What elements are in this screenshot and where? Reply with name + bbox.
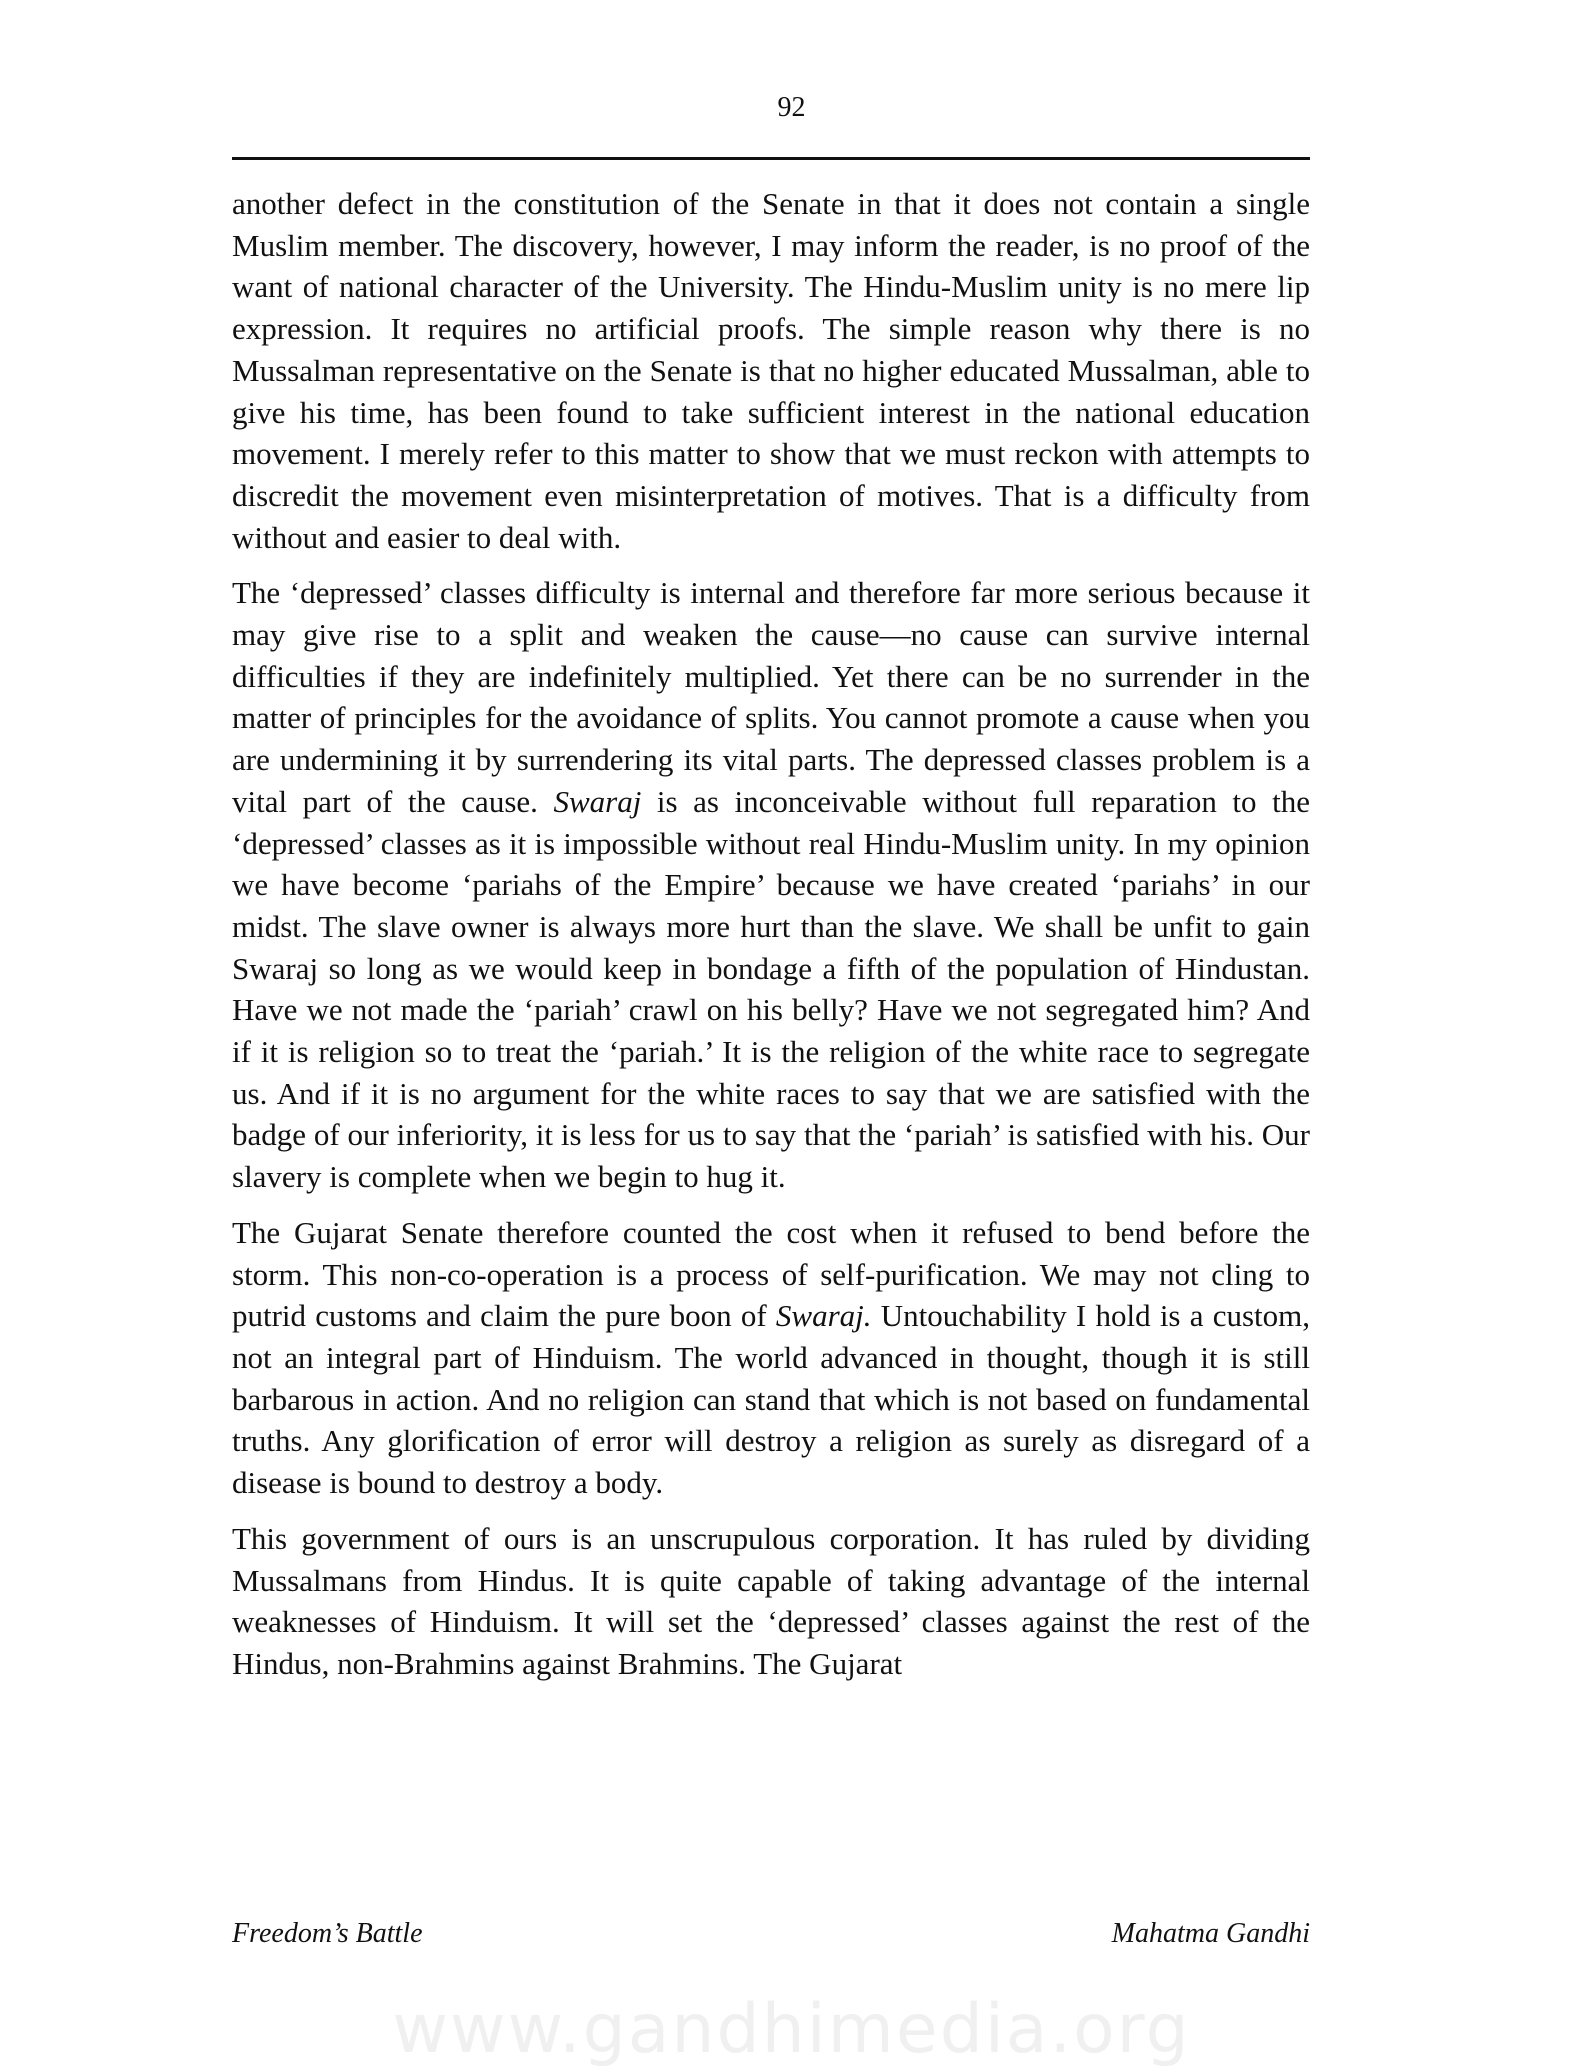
paragraph-3 [232,1212,1310,1504]
page-number: 92 [777,92,806,123]
footer-author: Mahatma Gandhi [1111,1918,1310,1949]
watermark-url: www.gandhimedia.org [392,1990,1191,2069]
paragraph-3-text-a: The Gujarat Senate therefore counted the cost when it refused to bend before the storm. This non-co-operation is a process of self-purification. We may not cling to putrid customs and claim the pure boon of [232,1214,1310,1334]
paragraph-3-italic-swaraj: Swaraj. [775,1298,872,1334]
paragraph-3-text-b: Untouchability I hold is a custom, not an integral part of Hinduism. The world advanced in thought, though it is still barbarous in action. And no religion can stand that which is not based on fundamental truths. Any glorification of error will destroy a religion as surely as disregard of a disease is bound to destroy a body. [232,1298,1311,1501]
paragraph-1-text: another defect in the constitution of the Senate in that it does not contain a single Muslim member. The discovery, however, I may inform the reader, is no proof of the want of national character of the University. The Hindu-Muslim unity is no mere lip expression. It requires no artificial proofs. The simple reason why there is no Mussalman representative on the Senate is that no higher educated Mussalman, able to give his time, has been found to take sufficient interest in the national education movement. I merely refer to this matter to show that we must reckon with attempts to discredit the movement even misinterpretation of motives. That is a difficulty from without and easier to deal with. [232,186,1310,555]
paragraph-1 [232,183,1310,558]
paragraph-2 [232,572,1310,1198]
paragraph-2-text-a: The ‘depressed’ classes difficulty is internal and therefore far more serious because it may give rise to a split and weaken the cause—no cause can survive internal difficulties if they are indefinitely multiplied. Yet there can be no surrender in the matter of principles for the avoidance of splits. You cannot promote a cause when you are undermining it by surrendering its vital parts. The depressed classes problem is a vital part of the cause. [232,575,1310,819]
paragraph-2-text-b: is as inconceivable without full reparation to the ‘depressed’ classes as it is impossible without real Hindu-Muslim unity. In my opinion we have become ‘pariahs of the Empire’ because we have created ‘pariahs’ in our midst. The slave owner is always more hurt than the slave. We shall be unfit to gain Swaraj so long as we would keep in bondage a fifth of the population of Hindustan. Have we not made the ‘pariah’ crawl on his belly? Have we not segregated him? And if it is religion so to treat the ‘pariah.’ It is the religion of the white race to segregate us. And if it is no argument for the white races to say that we are satisfied with the badge of our inferiority, it is less for us to say that the ‘pariah’ is satisfied with his. Our slavery is complete when we begin to hug it. [232,783,1310,1195]
body-text [232,183,1310,1699]
paragraph-2-italic-swaraj: Swaraj [553,783,642,819]
footer-book-title: Freedom’s Battle [232,1918,423,1949]
paragraph-4 [232,1518,1310,1685]
paragraph-4-text: This government of ours is an unscrupulous corporation. It has ruled by dividing Mussalmans from Hindus. It is quite capable of taking advantage of the internal weaknesses of Hinduism. It will set the ‘depressed’ classes against the rest of the Hindus, non-Brahmins against Brahmins. The Gujarat [232,1520,1310,1681]
header-divider [232,157,1310,160]
